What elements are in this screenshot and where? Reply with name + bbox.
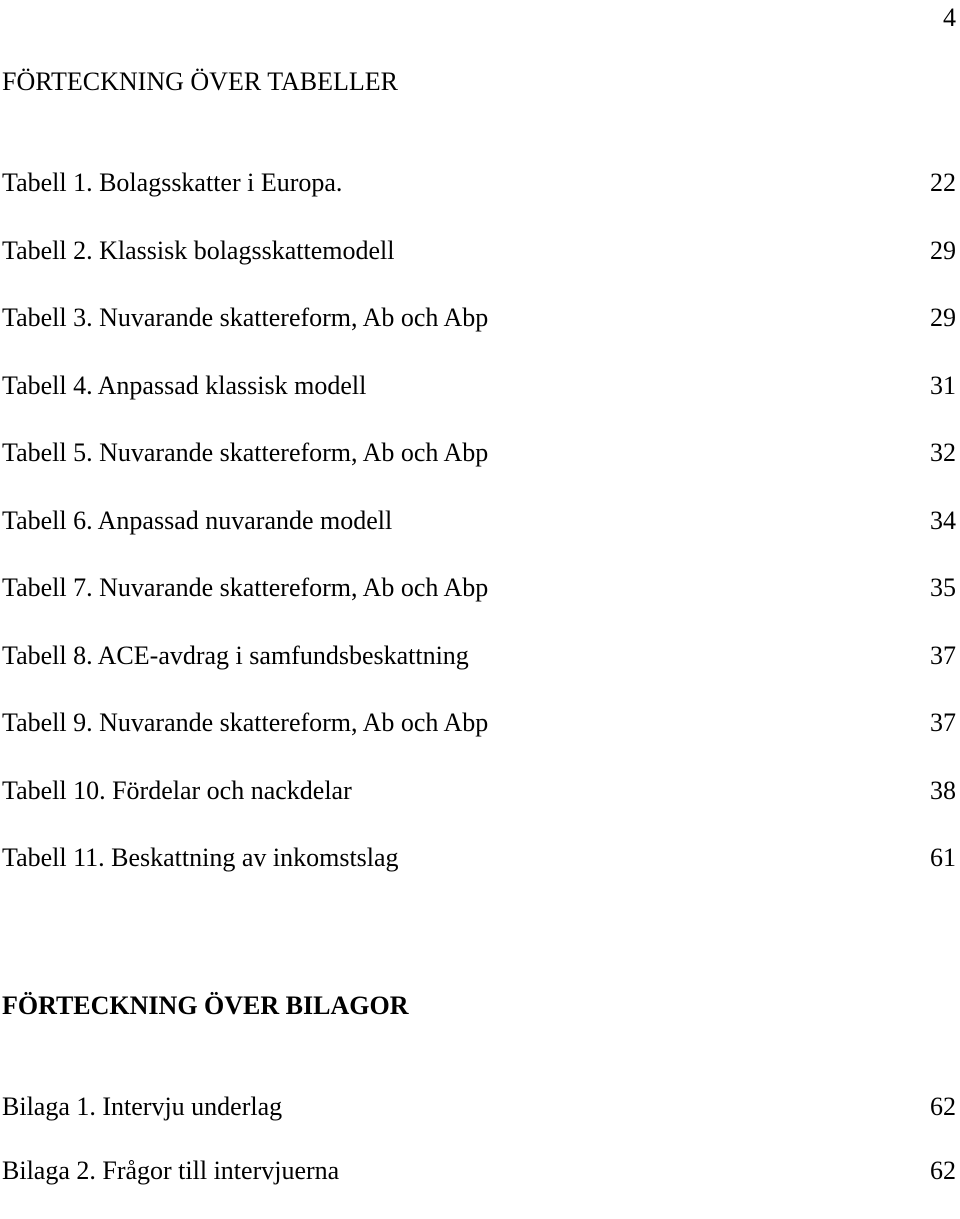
entry-label: Tabell 3. Nuvarande skattereform, Ab och Abp	[2, 303, 489, 332]
entry-label: Bilaga 2. Frågor till intervjuerna	[2, 1156, 340, 1185]
table-entry-8	[2, 640, 956, 708]
entry-page-number: 61	[930, 843, 956, 872]
table-entry-5	[2, 437, 956, 505]
entry-label: Tabell 1. Bolagsskatter i Europa.	[2, 168, 343, 197]
table-entry-6	[2, 505, 956, 573]
entry-page-number: 37	[930, 708, 956, 737]
entry-label: Tabell 8. ACE-avdrag i samfundsbeskattning	[2, 640, 469, 670]
table-entry-9	[2, 707, 956, 775]
entry-page-number: 37	[930, 640, 956, 670]
entry-label: Tabell 4. Anpassad klassisk modell	[2, 370, 367, 400]
appendix-entry-2	[2, 1155, 956, 1219]
entry-page-number: 38	[930, 775, 956, 805]
entry-page-number: 35	[930, 573, 956, 602]
entry-label: Tabell 11. Beskattning av inkomstslag	[2, 843, 399, 872]
appendices-list	[2, 1091, 956, 1219]
entry-label: Tabell 10. Fördelar och nackdelar	[2, 775, 352, 805]
table-entry-11	[2, 842, 956, 910]
entry-page-number: 29	[930, 235, 956, 265]
entry-page-number: 62	[930, 1156, 956, 1185]
entry-page-number: 62	[930, 1092, 956, 1121]
entry-label: Tabell 9. Nuvarande skattereform, Ab och Abp	[2, 708, 489, 737]
table-entry-2	[2, 235, 956, 303]
entry-label: Tabell 7. Nuvarande skattereform, Ab och Abp	[2, 573, 489, 602]
table-entry-4	[2, 370, 956, 438]
entry-page-number: 34	[930, 505, 956, 535]
tables-list-heading: FÖRTECKNING ÖVER TABELLER	[2, 67, 398, 96]
entry-page-number: 31	[930, 370, 956, 400]
entry-label: Tabell 2. Klassisk bolagsskattemodell	[2, 235, 395, 265]
entry-page-number: 32	[930, 438, 956, 467]
page-number: 4	[943, 3, 956, 32]
entry-label: Tabell 5. Nuvarande skattereform, Ab och Abp	[2, 438, 489, 467]
table-entry-3	[2, 302, 956, 370]
entry-page-number: 22	[930, 168, 956, 197]
table-entry-7	[2, 572, 956, 640]
entry-label: Bilaga 1. Intervju underlag	[2, 1092, 283, 1121]
entry-page-number: 29	[930, 303, 956, 332]
tables-list	[2, 167, 956, 910]
appendix-entry-1	[2, 1091, 956, 1155]
table-entry-1	[2, 167, 956, 235]
appendices-list-heading: FÖRTECKNING ÖVER BILAGOR	[2, 991, 409, 1020]
table-entry-10	[2, 775, 956, 843]
entry-label: Tabell 6. Anpassad nuvarande modell	[2, 505, 393, 535]
